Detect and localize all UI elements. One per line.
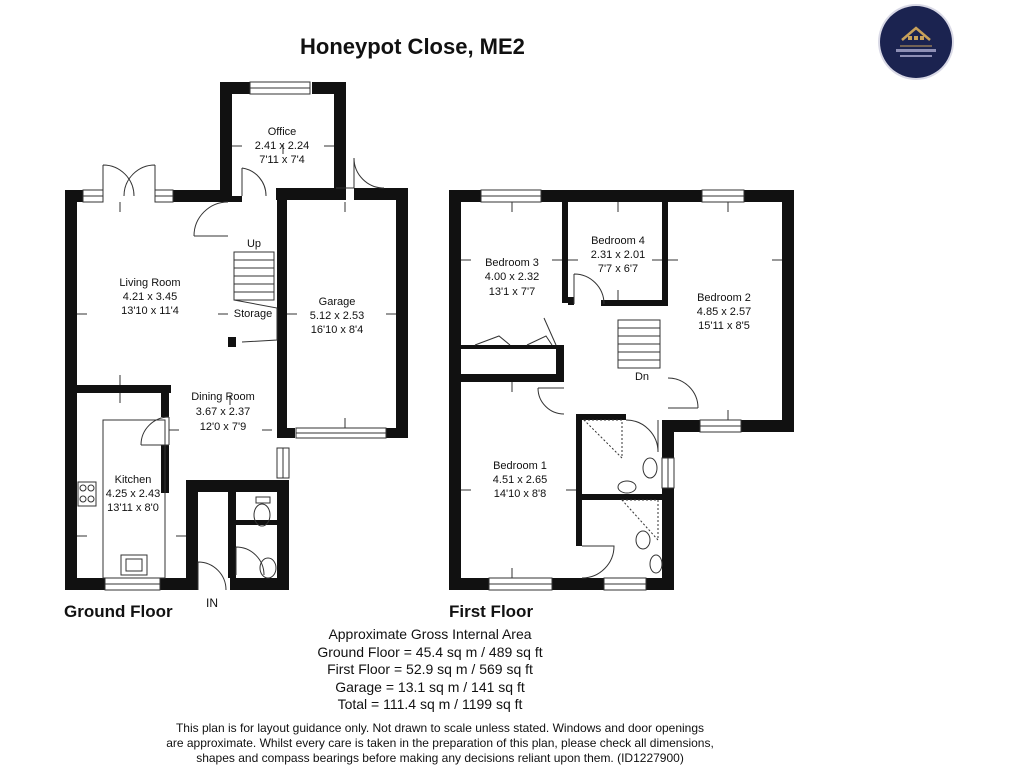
area-first: First Floor = 52.9 sq m / 569 sq ft bbox=[327, 661, 533, 677]
disclaimer-line-3: shapes and compass bearings before making any decisions reliant upon them. (ID1227900) bbox=[196, 751, 684, 765]
living-room-name: Living Room bbox=[119, 277, 181, 289]
kitchen-imperial: 13'11 x 8'0 bbox=[107, 502, 159, 514]
garage-metric: 5.12 x 2.53 bbox=[309, 310, 365, 322]
office-name: Office bbox=[267, 126, 297, 138]
bedroom-4-imperial: 7'7 x 6'7 bbox=[597, 263, 639, 275]
bedroom-2-imperial: 15'11 x 8'5 bbox=[698, 320, 750, 332]
ground-doors bbox=[103, 158, 384, 590]
bedroom-3-metric: 4.00 x 2.32 bbox=[484, 271, 540, 283]
wc-fittings bbox=[254, 497, 276, 578]
living-room-metric: 4.21 x 3.45 bbox=[122, 291, 178, 303]
office-metric: 2.41 x 2.24 bbox=[254, 140, 310, 152]
bedroom-1-imperial: 14'10 x 8'8 bbox=[493, 488, 547, 500]
entrance-label: IN bbox=[206, 596, 218, 610]
garage-name: Garage bbox=[318, 296, 356, 308]
bedroom-4-name: Bedroom 4 bbox=[591, 235, 645, 247]
first-floor-label: First Floor bbox=[449, 602, 534, 621]
living-room-imperial: 13'10 x 11'4 bbox=[121, 305, 179, 317]
kitchen-name: Kitchen bbox=[114, 474, 152, 486]
garage-imperial: 16'10 x 8'4 bbox=[310, 324, 364, 336]
area-total: Total = 111.4 sq m / 1199 sq ft bbox=[337, 696, 523, 712]
bedroom-3-imperial: 13'1 x 7'7 bbox=[488, 286, 536, 298]
stairs-down-label: Dn bbox=[634, 371, 650, 383]
kitchen-metric: 4.25 x 2.43 bbox=[105, 488, 161, 500]
dining-room-imperial: 12'0 x 7'9 bbox=[199, 421, 247, 433]
disclaimer bbox=[120, 721, 760, 766]
dining-room-name: Dining Room bbox=[191, 391, 255, 403]
area-garage: Garage = 13.1 sq m / 141 sq ft bbox=[335, 678, 525, 695]
ground-floor-label: Ground Floor bbox=[64, 602, 173, 621]
bedroom-1-name: Bedroom 1 bbox=[493, 460, 547, 472]
area-ground: Ground Floor = 45.4 sq m / 489 sq ft bbox=[317, 643, 543, 660]
ground-stairs bbox=[234, 252, 277, 342]
bedroom-2-metric: 4.85 x 2.57 bbox=[696, 306, 752, 318]
disclaimer-line-1: This plan is for layout guidance only. Not drawn to scale unless stated. Windows and door openings bbox=[175, 721, 705, 735]
office-imperial: 7'11 x 7'4 bbox=[259, 154, 305, 166]
storage-label: Storage bbox=[233, 308, 273, 320]
plan-title: Honeypot Close, ME2 bbox=[300, 34, 525, 59]
bedroom-3-name: Bedroom 3 bbox=[485, 257, 539, 269]
bedroom-1-metric: 4.51 x 2.65 bbox=[492, 474, 548, 486]
stairs-up-label: Up bbox=[246, 238, 262, 250]
disclaimer-line-2: are approximate. Whilst every care is taken in the preparation of this plan, please check all dimensions, bbox=[166, 736, 714, 750]
first-stairs bbox=[618, 320, 660, 368]
bedroom-4-metric: 2.31 x 2.01 bbox=[590, 249, 646, 261]
dining-room-metric: 3.67 x 2.37 bbox=[195, 406, 251, 418]
area-heading: Approximate Gross Internal Area bbox=[328, 626, 532, 642]
bedroom-2-name: Bedroom 2 bbox=[697, 292, 751, 304]
gross-internal-area bbox=[270, 626, 590, 714]
